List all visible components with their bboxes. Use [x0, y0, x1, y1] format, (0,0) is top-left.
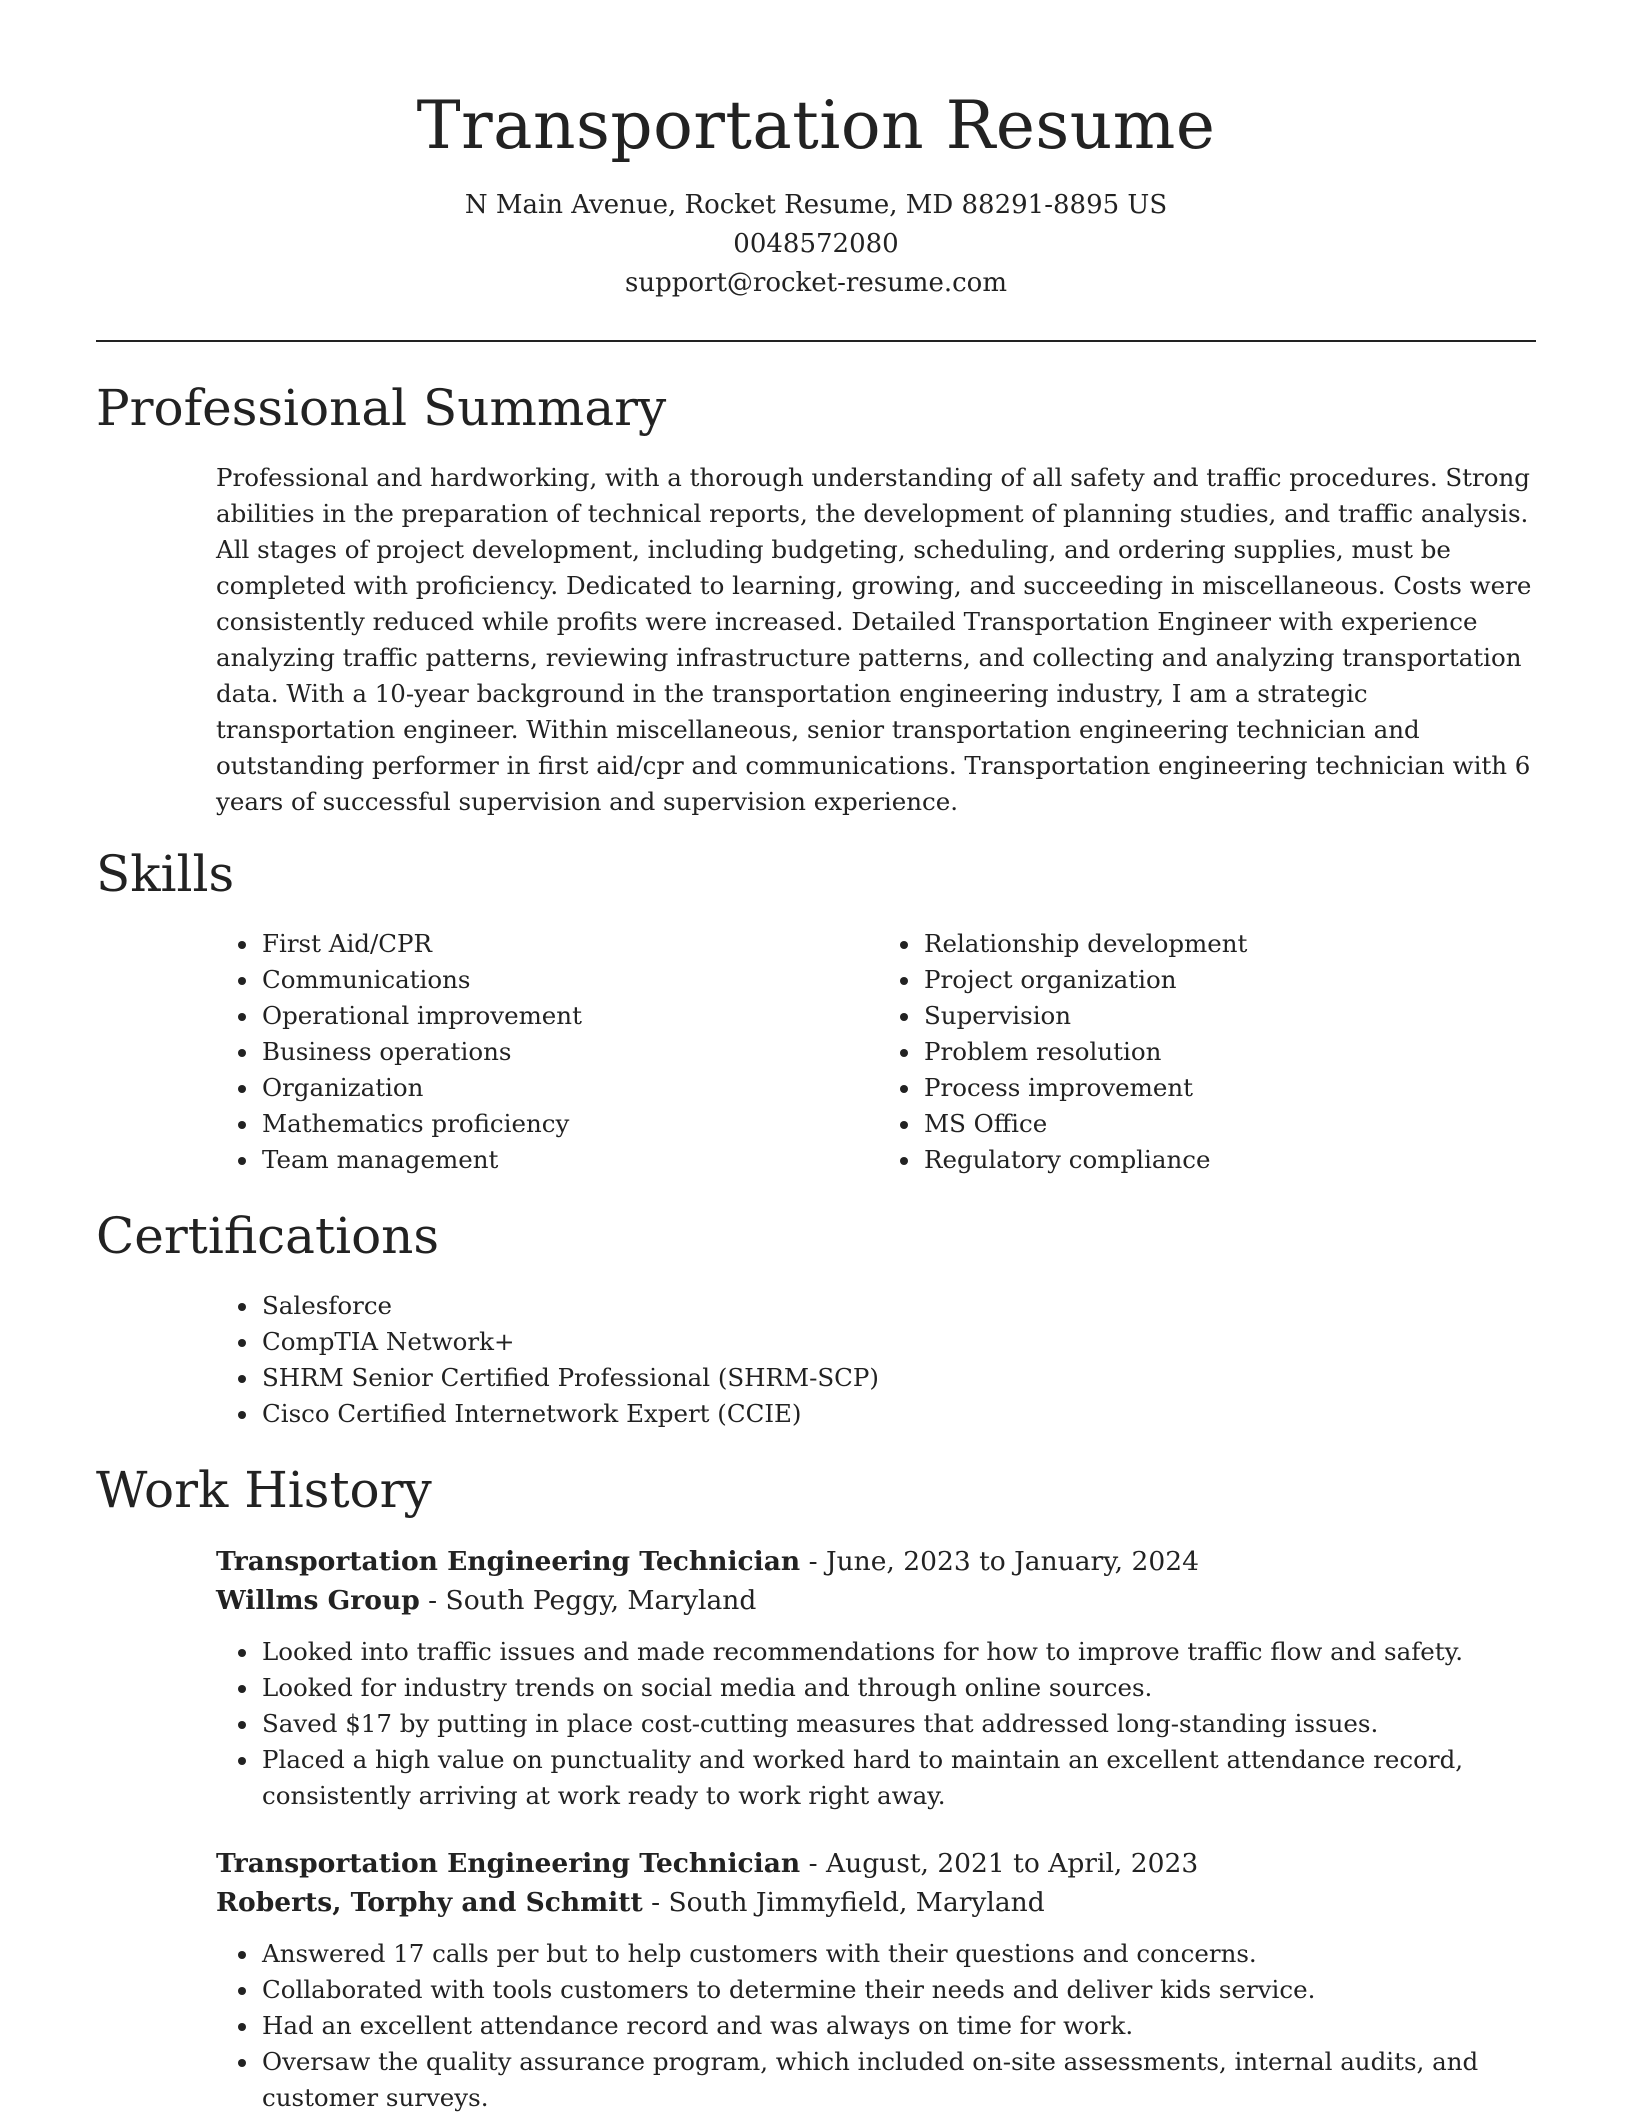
- skills-column-2: [874, 926, 1536, 1178]
- job-location: - South Jimmyfield, Maryland: [642, 1887, 1045, 1918]
- skill-item: • First Aid/CPR: [260, 926, 874, 962]
- summary-text: Professional and hardworking, with a thorough understanding of all safety and traffic procedures. Strong abilities in the preparation of technical reports, the development of planning studies, and traffic analysis. All stages of project development, including budgeting, scheduling, and ordering supplies, must be completed with proficiency. Dedicated to learning, growing, and succeeding in miscellaneous. Costs were consistently reduced while profits were increased. Detailed Transportation Engineer with experience analyzing traffic patterns, reviewing infrastructure patterns, and collecting and analyzing transportation data. With a 10-year background in the transportation engineering industry, I am a strategic transportation engineer. Within miscellaneous, senior transportation engineering technician and outstanding performer in first aid/cpr and communications. Transportation engineering technician with 6 years of successful supervision and supervision experience.: [216, 463, 1532, 816]
- skill-item: • Supervision: [922, 998, 1536, 1034]
- contact-phone: 0048572080: [733, 229, 899, 259]
- certification-item: • Cisco Certified Internetwork Expert (CCIE): [260, 1396, 1536, 1432]
- job-dates: - June, 2023 to January, 2024: [800, 1546, 1199, 1577]
- certifications-heading: Certifications: [96, 1207, 440, 1265]
- skill-item: • Regulatory compliance: [922, 1142, 1536, 1178]
- header-divider: [96, 340, 1536, 342]
- resume-name: Transportation Resume: [416, 87, 1216, 164]
- contact-block: [96, 186, 1536, 303]
- skill-item: • Team management: [260, 1142, 874, 1178]
- job-company-line: [216, 1883, 1536, 1922]
- skill-item: • Problem resolution: [922, 1034, 1536, 1070]
- certifications-section: [96, 1206, 1536, 1432]
- skills-grid: [96, 926, 1536, 1178]
- job-title-line: [216, 1542, 1536, 1581]
- skills-section: [96, 844, 1536, 1178]
- job-role: Transportation Engineering Technician: [216, 1546, 801, 1577]
- skill-item: • Relationship development: [922, 926, 1536, 962]
- job-bullet: • Looked for industry trends on social media and through online sources.: [260, 1670, 1536, 1706]
- skills-column-1: [96, 926, 874, 1178]
- resume-header: [96, 0, 1536, 303]
- job-bullet: • Saved $17 by putting in place cost-cutting measures that addressed long-standing issues.: [260, 1706, 1536, 1742]
- summary-section: [96, 378, 1536, 820]
- contact-email: support@rocket-resume.com: [624, 268, 1007, 298]
- certification-item: • Salesforce: [260, 1288, 1536, 1324]
- job-bullet: • Looked into traffic issues and made recommendations for how to improve traffic flow and safety.: [260, 1634, 1536, 1670]
- job-bullets: [96, 1936, 1536, 2116]
- skill-item: • Organization: [260, 1070, 874, 1106]
- job-location: - South Peggy, Maryland: [419, 1585, 757, 1616]
- work-history-section: [96, 1460, 1536, 2116]
- job-bullet: • Oversaw the quality assurance program, which included on-site assessments, internal audits, and customer surveys.: [260, 2044, 1536, 2116]
- skill-item: • MS Office: [922, 1106, 1536, 1142]
- job-entry: [96, 1542, 1536, 1620]
- skill-item: • Project organization: [922, 962, 1536, 998]
- job-company-line: [216, 1581, 1536, 1620]
- job-company: Willms Group: [216, 1585, 420, 1616]
- skill-item: • Operational improvement: [260, 998, 874, 1034]
- work-history-heading: Work History: [96, 1461, 432, 1519]
- job-bullet: • Had an excellent attendance record and was always on time for work.: [260, 2008, 1536, 2044]
- job-bullet: • Answered 17 calls per but to help customers with their questions and concerns.: [260, 1936, 1536, 1972]
- skill-item: • Process improvement: [922, 1070, 1536, 1106]
- job-dates: - August, 2021 to April, 2023: [800, 1848, 1199, 1879]
- job-entry: [96, 1844, 1536, 1922]
- job-title-line: [216, 1844, 1536, 1883]
- job-bullet: • Placed a high value on punctuality and worked hard to maintain an excellent attendance record, consistently arriving at work ready to work right away.: [260, 1742, 1536, 1814]
- skill-item: • Business operations: [260, 1034, 874, 1070]
- job-company: Roberts, Torphy and Schmitt: [216, 1887, 643, 1918]
- certification-item: • SHRM Senior Certified Professional (SHRM-SCP): [260, 1360, 1536, 1396]
- skill-item: • Communications: [260, 962, 874, 998]
- skills-heading: Skills: [96, 845, 235, 903]
- skill-item: • Mathematics proficiency: [260, 1106, 874, 1142]
- job-role: Transportation Engineering Technician: [216, 1848, 801, 1879]
- job-bullet: • Collaborated with tools customers to determine their needs and deliver kids service.: [260, 1972, 1536, 2008]
- certifications-list: [96, 1288, 1536, 1432]
- certification-item: • CompTIA Network+: [260, 1324, 1536, 1360]
- job-bullets: [96, 1634, 1536, 1814]
- summary-heading: Professional Summary: [96, 379, 667, 437]
- contact-address: N Main Avenue, Rocket Resume, MD 88291-8895 US: [464, 190, 1168, 220]
